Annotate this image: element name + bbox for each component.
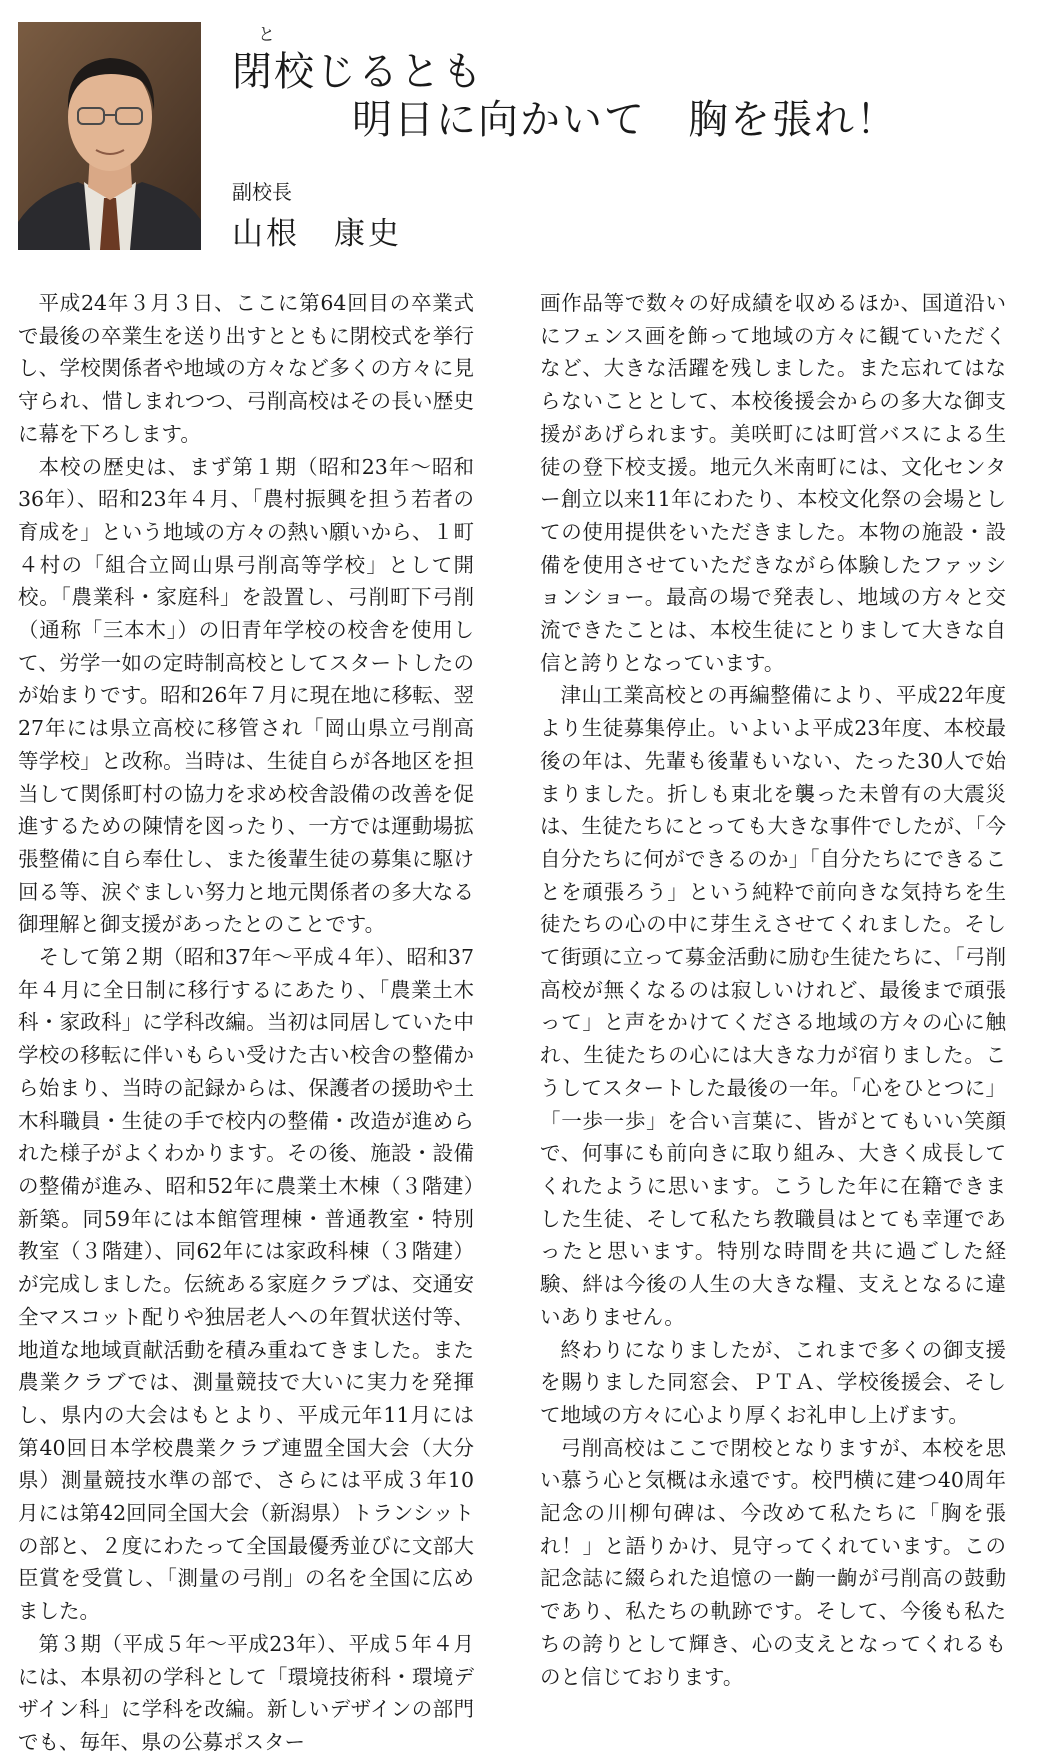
paragraph: 弓削高校はここで閉校となりますが、本校を思い慕う心と気概は永遠です。校門横に建つ40周年記念の川柳句碑は、今改めて私たちに「胸を張れ！」と語りかけ、見守ってくれています。この記念誌に綴られた追憶の一齣一齣が弓削高の鼓動であり、私たちの軌跡です。そして、今後も私たちの誇りとして輝き、心の支えとなってくれるものと信じております。 [540, 1435, 1006, 1689]
page-subtitle: 明日に向かいて 胸を張れ！ [352, 97, 898, 143]
paragraph: 終わりになりましたが、これまで多くの御支援を賜りました同窓会、ＰＴＡ、学校後援会、そして地域の方々に心より厚くお礼申し上げます。 [540, 1337, 1006, 1427]
author-name: 山根 康史 [232, 216, 402, 252]
right-column [540, 287, 1006, 1693]
portrait-photo [18, 22, 201, 250]
title-ruby: と [258, 25, 275, 45]
paragraph: 津山工業高校との再編整備により、平成22年度より生徒募集停止。いよいよ平成23年度、本校最後の年は、先輩も後輩もいない、たった30人で始まりました。折しも東北を襲った未曾有の大震災は、生徒たちにとっても大きな事件でしたが、「今自分たちに何ができるのか」「自分たちにできることを頑張ろう」という純粋で前向きな気持ちを生徒たちの心の中に芽生えさせてくれました。そして街頭に立って募金活動に励む生徒たちに、「弓削高校が無くなるのは寂しいけれど、最後まで頑張って」と声をかけてくださる地域の方々の心に触れ、生徒たちの心には大きな力が宿りました。こうしてスタートした最後の一年。「心をひとつに」「一歩一歩」を合い言葉に、皆がとてもいい笑顔で、何事にも前向きに取り組み、大きく成長してくれたように思います。こうした年に在籍できました生徒、そして私たち教職員はとても幸運であったと思います。特別な時間を共に過ごした経験、絆は今後の人生の大きな糧、支えとなるに違いありません。 [540, 683, 1006, 1329]
paragraph-continued: 画作品等で数々の好成績を収めるほか、国道沿いにフェンス画を飾って地域の方々に観ていただくなど、大きな活躍を残しました。また忘れてはならないこととして、本校後援会からの多大な御支援があげられます。美咲町には町営バスによる生徒の登下校支援。地元久米南町には、文化センター創立以来11年にわたり、本校文化祭の会場としての使用提供をいただきました。本物の施設・設備を使用させていただきながら体験したファッションショー。最高の場で発表し、地域の方々と交流できたことは、本校生徒にとりまして大きな自信と誇りとなっています。 [540, 291, 1006, 675]
left-column [18, 287, 474, 1759]
paragraph: 本校の歴史は、まず第１期（昭和23年～昭和36年）、昭和23年４月、「農村振興を担う若者の育成を」という地域の方々の熱い願いから、１町４村の「組合立岡山県弓削高等学校」として開校。「農業科・家庭科」を設置し、弓削町下弓削（通称「三本木」）の旧青年学校の校舎を使用して、労学一如の定時制高校としてスタートしたのが始まりです。昭和26年７月に現在地に移転、翌27年には県立高校に移管され「岡山県立弓削高等学校」と改称。当時は、生徒自らが各地区を担当して関係町村の協力を求め校舎設備の改善を促進するための陳情を図ったり、一方では運動場拡張整備に自ら奉仕し、また後輩生徒の募集に駆け回る等、涙ぐましい努力と地元関係者の多大なる御理解と御支援があったとのことです。 [18, 454, 474, 937]
page-title: 閉校じるとも [232, 49, 484, 95]
portrait-icon [18, 22, 201, 250]
paragraph: 平成24年３月３日、ここに第64回目の卒業式で最後の卒業生を送り出すとともに閉校式を挙行し、学校関係者や地域の方々など多くの方々に見守られ、惜しまれつつ、弓削高校はその長い歴史に幕を下ろします。 [18, 291, 474, 446]
paragraph: そして第２期（昭和37年～平成４年）、昭和37年４月に全日制に移行するにあたり、「農業土木科・家政科」に学科改編。当初は同居していた中学校の移転に伴いもらい受けた古い校舎の整備から始まり、当時の記録からは、保護者の援助や土木科職員・生徒の手で校内の整備・改造が進められた様子がよくわかります。その後、施設・設備の整備が進み、昭和52年に農業土木棟（３階建）新築。同59年には本館管理棟・普通教室・特別教室（３階建）、同62年には家政科棟（３階建）が完成しました。伝統ある家庭クラブは、交通安全マスコット配りや独居老人への年賀状送付等、地道な地域貢献活動を積み重ねてきました。また農業クラブでは、測量競技で大いに実力を発揮し、県内の大会はもとより、平成元年11月には第40回日本学校農業クラブ連盟全国大会（大分県）測量競技水準の部で、さらには平成３年10月には第42回同全国大会（新潟県）トランシットの部と、２度にわたって全国最優秀並びに文部大臣賞を受賞し、「測量の弓削」の名を全国に広めました。 [18, 945, 474, 1624]
paragraph: 第３期（平成５年～平成23年）、平成５年４月には、本県初の学科として「環境技術科・環境デザイン科」に学科を改編。新しいデザインの部門でも、毎年、県の公募ポスター [18, 1631, 474, 1754]
author-role: 副校長 [232, 180, 292, 204]
